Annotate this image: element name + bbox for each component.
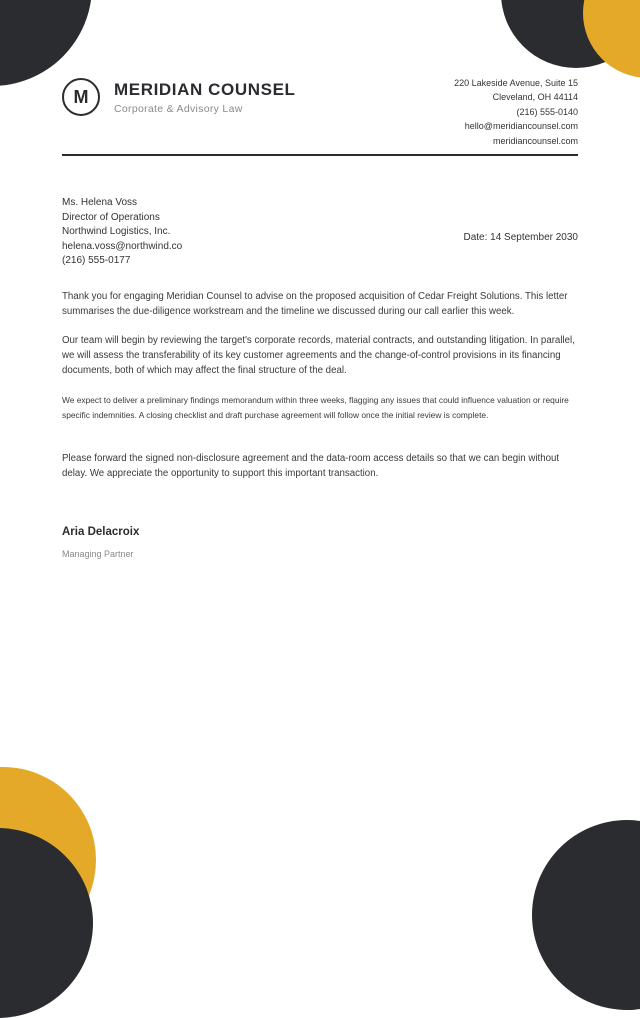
recipient-email: helena.voss@northwind.co <box>62 240 183 252</box>
recipient-block <box>62 196 182 269</box>
corner-circle-bottom-right <box>532 820 640 1010</box>
recipient-phone: (216) 555-0177 <box>62 255 131 267</box>
body-paragraph-3: We expect to deliver a preliminary findings memorandum within three weeks, flagging any issues that could influence valuation or require specific indemnities. A closing checklist and draft purchase agreement will follow once the initial review is complete. <box>62 395 569 420</box>
signatory-title: Managing Partner <box>62 549 134 559</box>
firm-tagline: Corporate & Advisory Law <box>114 103 243 115</box>
recipient-company: Northwind Logistics, Inc. <box>62 226 171 238</box>
firm-contact-block <box>454 76 578 148</box>
firm-phone: (216) 555-0140 <box>516 106 578 117</box>
corner-circle-top-left <box>0 0 92 86</box>
letterhead <box>62 76 578 156</box>
firm-address-line1: 220 Lakeside Avenue, Suite 15 <box>454 78 578 88</box>
recipient-name: Ms. Helena Voss <box>62 197 138 208</box>
firm-email: hello@meridiancounsel.com <box>464 121 578 132</box>
letter-date: Date: 14 September 2030 <box>463 232 578 243</box>
recipient-title: Director of Operations <box>62 211 160 223</box>
header-divider <box>62 154 578 156</box>
body-paragraph-4: Please forward the signed non-disclosure agreement and the data-room access details so that we can begin without delay. We appreciate the opportunity to support this important transaction. <box>62 453 560 479</box>
firm-logo: M <box>62 78 100 116</box>
body-paragraph-1: Thank you for engaging Meridian Counsel to advise on the proposed acquisition of Cedar Freight Solutions. This letter summarises the due-diligence workstream and the timeline we discussed during our call earlier this week. <box>62 291 568 317</box>
firm-address-line2: Cleveland, OH 44114 <box>492 92 578 103</box>
signatory-name: Aria Delacroix <box>62 526 140 538</box>
firm-website: meridiancounsel.com <box>492 135 578 146</box>
body-paragraph-2: Our team will begin by reviewing the target's corporate records, material contracts, and outstanding litigation. In parallel, we will assess the transferability of its key customer agreements and the change-of-control provisions in its financing documents, both of which may affect the final structure of the deal. <box>62 335 575 376</box>
firm-name: MERIDIAN COUNSEL <box>114 80 296 99</box>
